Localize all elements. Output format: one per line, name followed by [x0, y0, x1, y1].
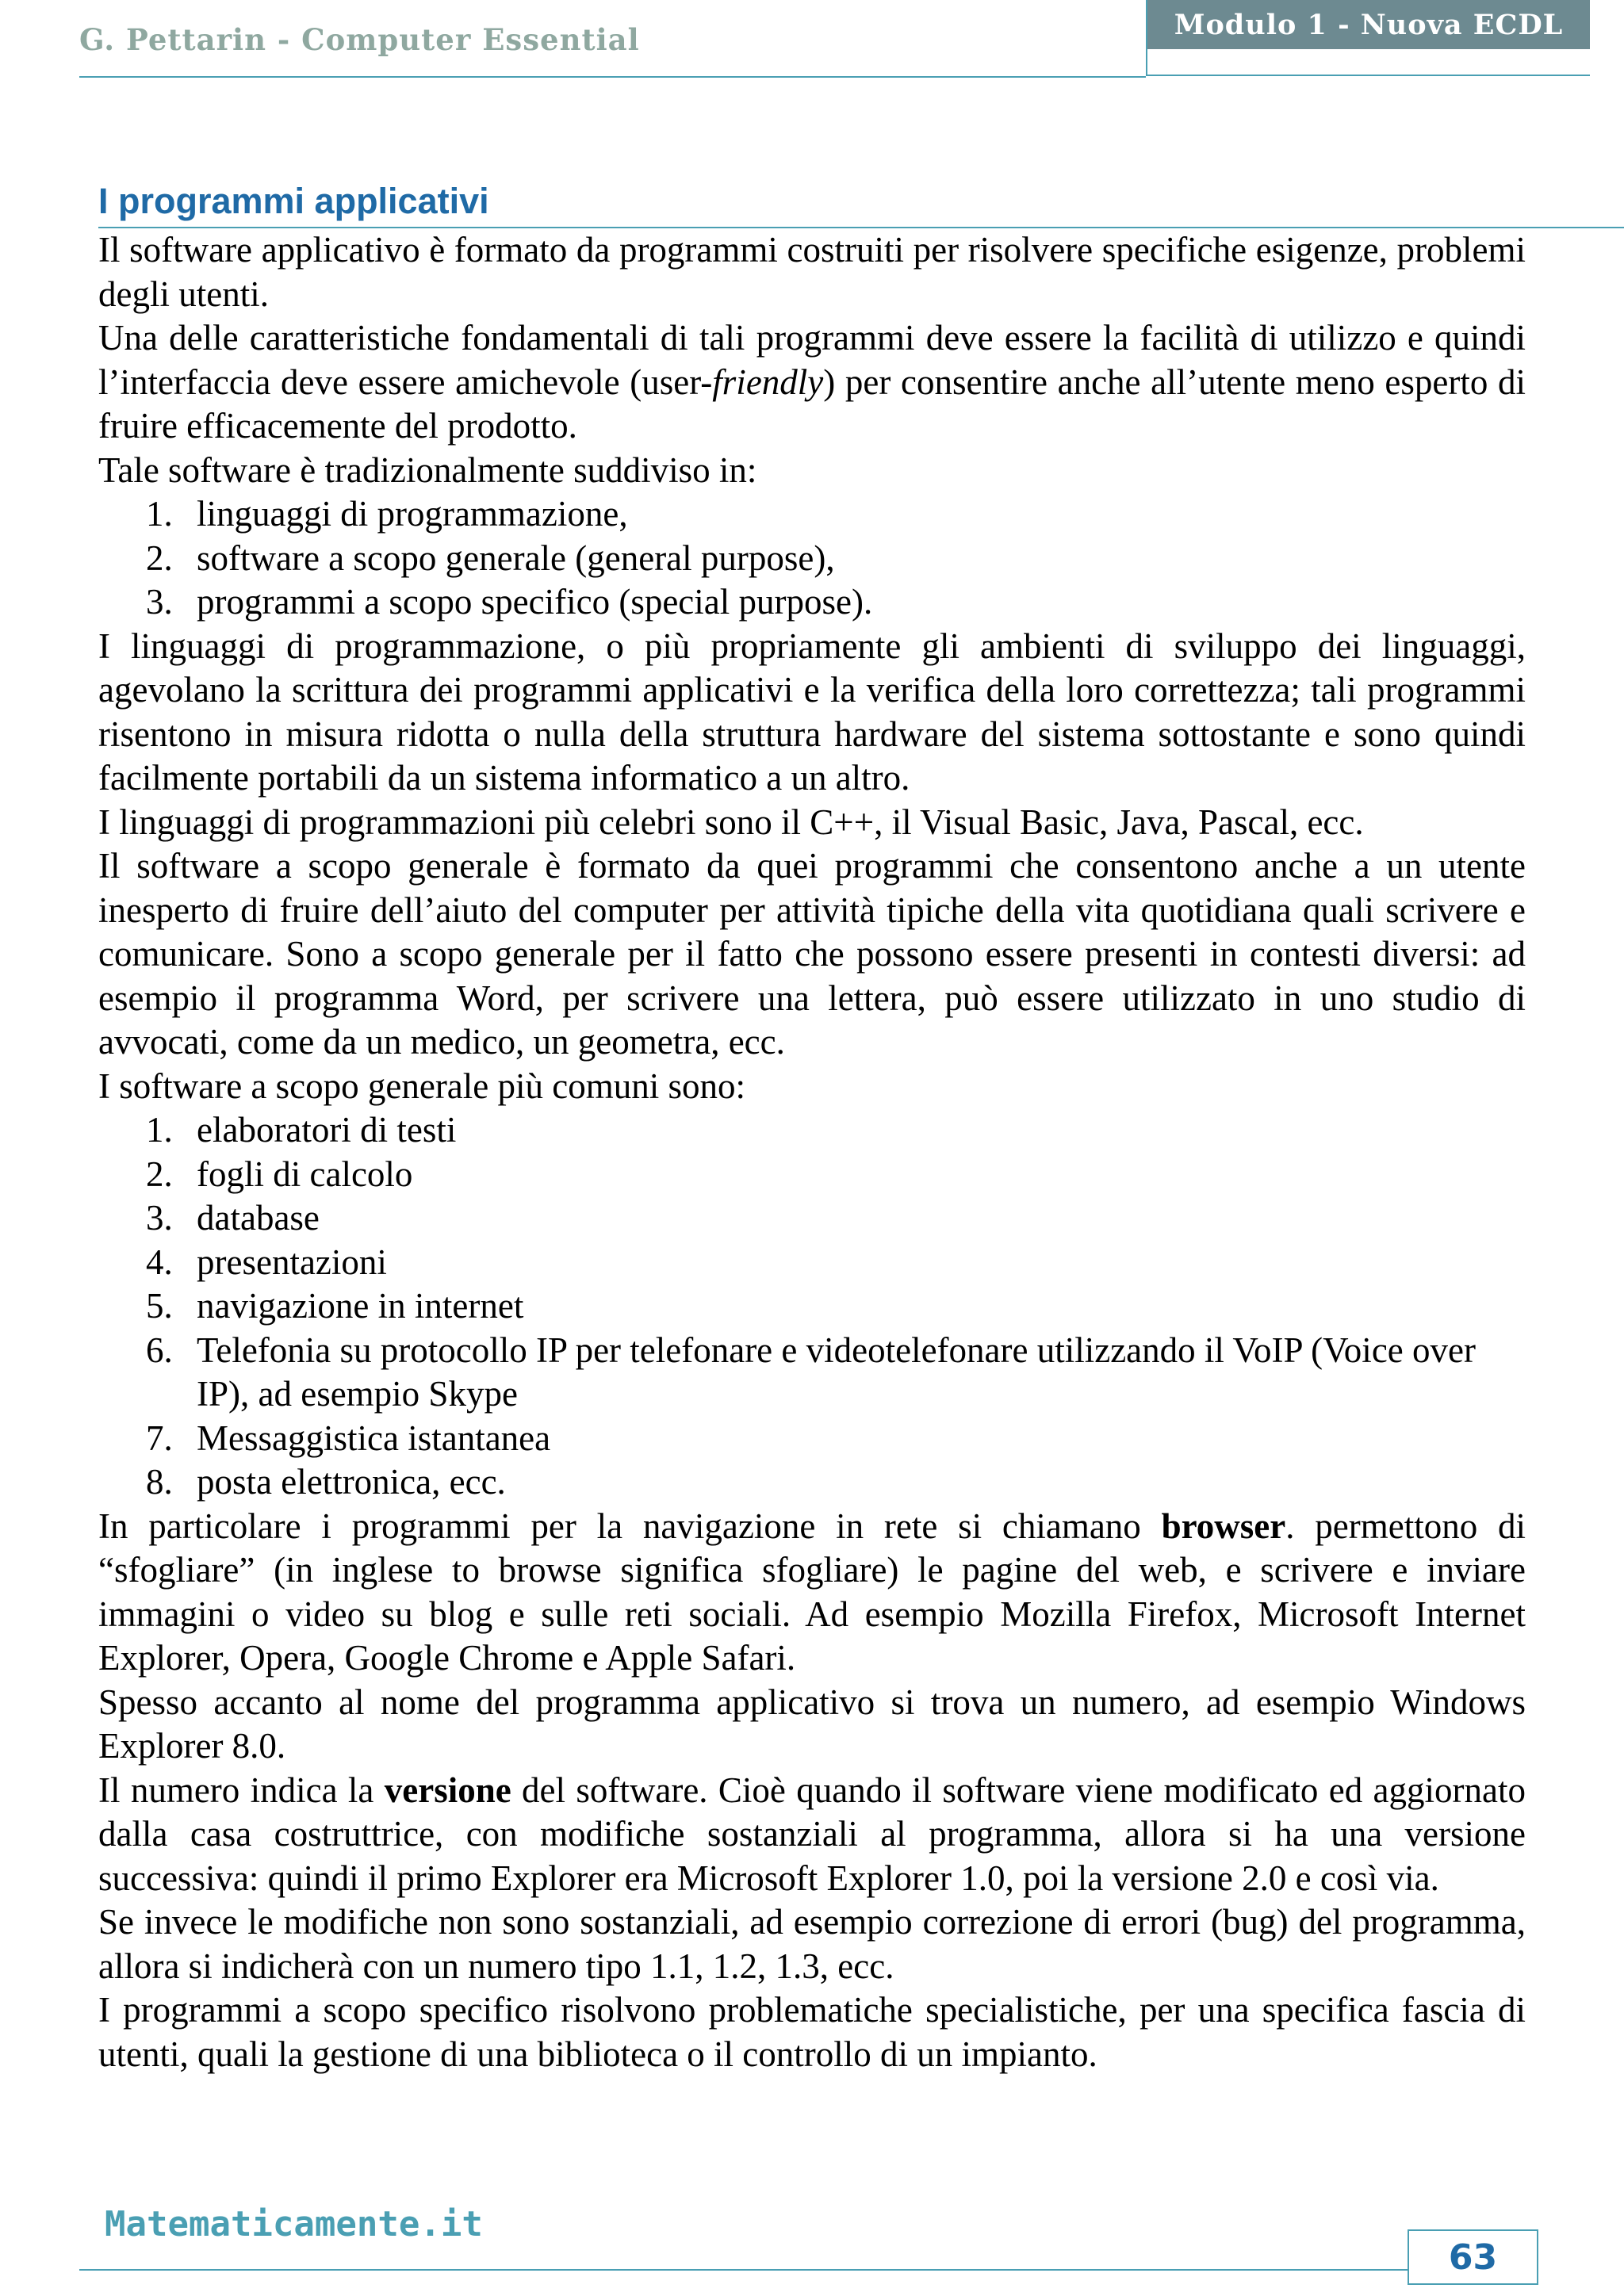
list-item-number: 7. — [146, 1418, 173, 1458]
paragraph-6: Il software a scopo generale è formato da quei programmi che consentono anche a un utente inesperto di fruire dell’aiuto del computer per attività tipiche della vita quotidiana quali scrivere e comunicare. Sono a scopo generale per il fatto che possono essere presenti in contesti diversi: ad esempio il programma Word, per scrivere una lettera, può essere utilizzato in uno studio di avvocati, come da un medico, un geometra, ecc. — [98, 846, 1526, 1062]
paragraph-8-part-b: . permettono di “sfogliare” (in inglese to browse significa sfogliare) le pagine del web, e scrivere e inviare immagini o video su blog e sulle reti sociali. Ad esempio Mozilla Firefox, Microsoft Internet Explorer, Opera, Google Chrome e Apple Safari. — [98, 1506, 1526, 1678]
page-number: 63 — [1408, 2229, 1538, 2285]
paragraph-7: I software a scopo generale più comuni sono: — [98, 1066, 745, 1106]
list-item-text: programmi a scopo specifico (special purpose). — [197, 582, 873, 622]
list-item-number: 1. — [146, 494, 173, 534]
paragraph-3: Tale software è tradizionalmente suddiviso in: — [98, 450, 757, 490]
paragraph-10 — [98, 1769, 1526, 1901]
list-item-text: posta elettronica, ecc. — [197, 1462, 506, 1502]
header-right-box — [1146, 0, 1590, 76]
list-item — [146, 1153, 1526, 1197]
list-item — [146, 537, 1526, 581]
header-right-box-lower — [1147, 49, 1590, 75]
paragraph-9: Spesso accanto al nome del programma applicativo si trova un numero, ad esempio Windows Explorer 8.0. — [98, 1682, 1526, 1766]
header-right-title: Modulo 1 - Nuova ECDL — [1147, 0, 1590, 49]
footer-divider — [79, 2269, 1507, 2271]
paragraph-2-italic: friendly — [712, 362, 824, 402]
list-item — [146, 1460, 1526, 1505]
list-item-number: 5. — [146, 1286, 173, 1326]
paragraph-8-bold: browser — [1161, 1506, 1286, 1546]
list-item-text: fogli di calcolo — [197, 1154, 413, 1194]
paragraph-10-part-b: del software. Cioè quando il software viene modificato ed aggiornato dalla casa costruttrice, con modifiche sostanziali al programma, allora si ha una versione successiva: quindi il primo Explorer era Microsoft Explorer 1.0, poi la versione 2.0 e così via. — [98, 1770, 1526, 1898]
software-types-list — [98, 492, 1526, 625]
list-item — [146, 1241, 1526, 1285]
paragraph-2 — [98, 316, 1526, 449]
paragraph-11: Se invece le modifiche non sono sostanziali, ad esempio correzione di errori (bug) del programma, allora si indicherà con un numero tipo 1.1, 1.2, 1.3, ecc. — [98, 1902, 1526, 1986]
section-title: I programmi applicativi — [98, 176, 1624, 228]
list-item — [146, 1329, 1526, 1417]
list-item-text: linguaggi di programmazione, — [197, 494, 628, 534]
list-item — [146, 492, 1526, 537]
list-item-text: Messaggistica istantanea — [197, 1418, 551, 1458]
list-item — [146, 1108, 1526, 1153]
paragraph-12: I programmi a scopo specifico risolvono problematiche specialistiche, per una specifica fascia di utenti, quali la gestione di una biblioteca o il controllo di un impianto. — [98, 1990, 1526, 2074]
list-item-number: 2. — [146, 538, 173, 578]
paragraph-4: I linguaggi di programmazione, o più propriamente gli ambienti di sviluppo dei linguaggi, agevolano la scrittura dei programmi applicativi e la verifica della loro correttezza; tali programmi risentono in misura ridotta o nulla della struttura hardware del sistema sottostante e sono quindi facilmente portabili da un sistema informatico a un altro. — [98, 626, 1526, 798]
list-item-text: elaboratori di testi — [197, 1110, 457, 1150]
paragraph-1: Il software applicativo è formato da programmi costruiti per risolvere specifiche esigenze, problemi degli utenti. — [98, 230, 1526, 314]
footer-site: Matematicamente.it — [105, 2204, 483, 2244]
list-item-number: 4. — [146, 1242, 173, 1282]
list-item — [146, 1196, 1526, 1241]
list-item-text: software a scopo generale (general purpose), — [197, 538, 835, 578]
header-divider — [79, 76, 1146, 78]
list-item-number: 3. — [146, 1198, 173, 1238]
paragraph-5: I linguaggi di programmazioni più celebri sono il C++, il Visual Basic, Java, Pascal, ecc. — [98, 802, 1364, 842]
header-left-title: G. Pettarin - Computer Essential — [79, 22, 640, 57]
list-item-number: 8. — [146, 1462, 173, 1502]
page-content — [98, 176, 1526, 2076]
paragraph-8 — [98, 1505, 1526, 1681]
list-item — [146, 580, 1526, 625]
general-software-list — [98, 1108, 1526, 1505]
list-item-text: navigazione in internet — [197, 1286, 524, 1326]
paragraph-8-part-a: In particolare i programmi per la navigazione in rete si chiamano — [98, 1506, 1162, 1546]
paragraph-10-part-a: Il numero indica la — [98, 1770, 385, 1810]
list-item-number: 1. — [146, 1110, 173, 1150]
paragraph-2-part-a: Una delle caratteristiche fondamentali di tali programmi deve essere la facilità di utilizzo e quindi l’interfaccia deve essere amichevole (user- — [98, 318, 1526, 402]
list-item — [146, 1417, 1526, 1461]
paragraph-10-bold: versione — [384, 1770, 511, 1810]
list-item-text: database — [197, 1198, 320, 1238]
list-item — [146, 1284, 1526, 1329]
paragraph-2-part-b: ) per consentire anche all’utente meno esperto di fruire efficacemente del prodotto. — [98, 362, 1526, 446]
list-item-text: Telefonia su protocollo IP per telefonare e videotelefonare utilizzando il VoIP (Voice over IP), ad esempio Skype — [197, 1330, 1476, 1414]
list-item-text: presentazioni — [197, 1242, 387, 1282]
list-item-number: 3. — [146, 582, 173, 622]
list-item-number: 6. — [146, 1330, 173, 1370]
list-item-number: 2. — [146, 1154, 173, 1194]
